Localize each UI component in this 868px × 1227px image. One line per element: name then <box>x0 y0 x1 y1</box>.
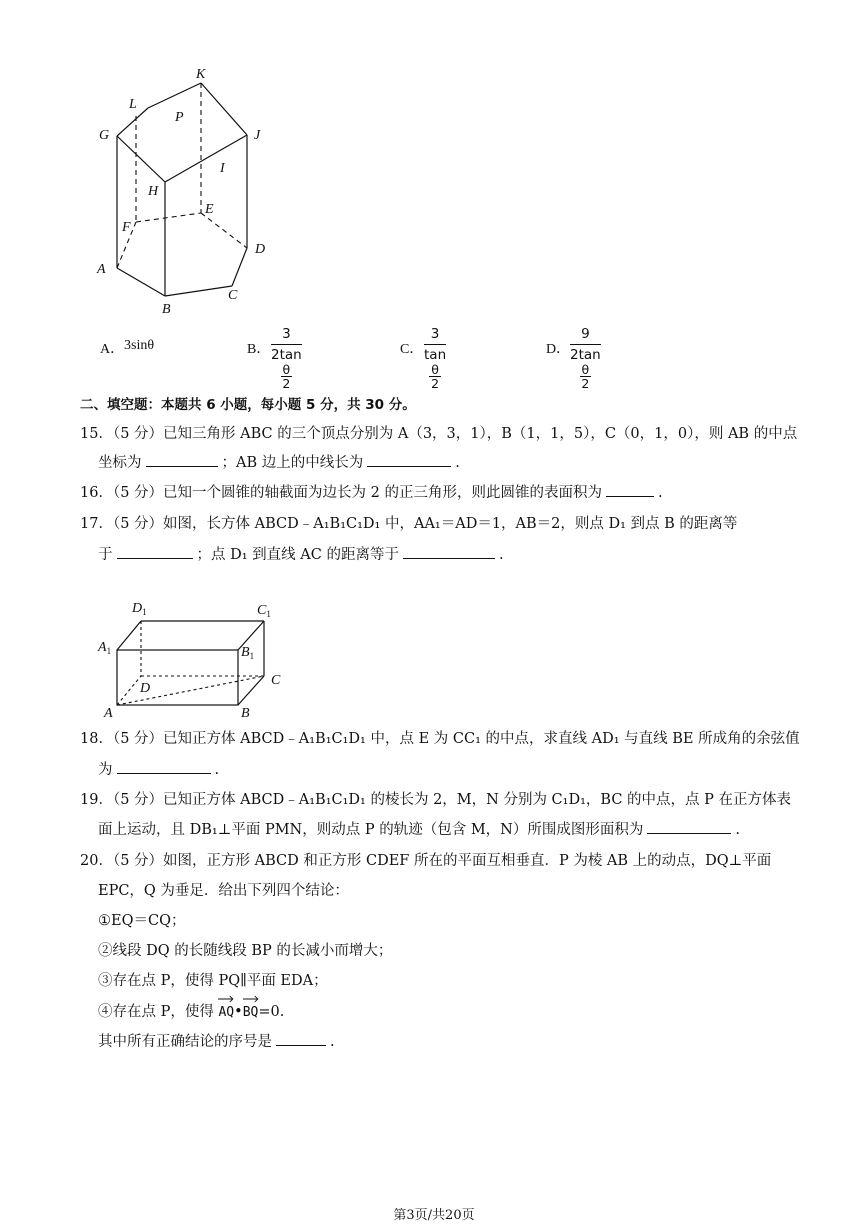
q19-line1: 19．（5 分）已知正方体 ABCD﹣A₁B₁C₁D₁ 的棱长为 2，M，N 分别为 C₁D₁，BC 的中点，点 P 在正方体表 <box>80 792 791 808</box>
label-K: K <box>196 67 206 82</box>
q19-text-b: . <box>735 822 740 838</box>
section-heading: 二、填空题：本题共 6 小题，每小题 5 分，共 30 分。 <box>80 397 416 413</box>
q20-c4-end: =0. <box>258 1004 285 1020</box>
label-C: C <box>271 673 281 688</box>
q20-line2: EPC，Q 为垂足．给出下列四个结论： <box>98 883 349 899</box>
label-B: B <box>162 302 171 317</box>
label-D: D <box>140 681 151 696</box>
label-C: C <box>228 288 238 303</box>
option-d-denominator: 2tan <box>570 347 601 363</box>
q16-blank[interactable] <box>606 482 654 497</box>
option-b-letter: B． <box>247 342 271 357</box>
option-b-two: 2 <box>282 376 291 391</box>
label-L: L <box>129 97 137 112</box>
q17-text-b: ；点 D₁ 到直线 AC 的距离等于 <box>196 547 399 563</box>
q16-end: . <box>657 485 663 501</box>
q19-text-a: 面上运动，且 DB₁⊥平面 PMN，则动点 P 的轨迹（包含 M，N）所围成图形面积为 <box>98 822 644 838</box>
option-b-theta: θ <box>282 362 291 377</box>
label-P: P <box>175 110 184 125</box>
label-A1: $A_1$ <box>98 640 112 656</box>
q20-c4-text: ④存在点 P，使得 <box>98 1004 214 1020</box>
q18-blank[interactable] <box>117 759 211 774</box>
option-d-numerator: 9 <box>570 326 601 345</box>
option-a-text: 3sinθ <box>124 338 155 353</box>
q15-text-c: . <box>455 455 460 471</box>
option-c-theta: θ <box>431 362 439 377</box>
option-c-two: 2 <box>431 376 440 391</box>
option-c-denominator: tan <box>424 347 447 363</box>
q17-blank-2[interactable] <box>403 544 495 559</box>
label-J: J <box>254 128 261 143</box>
page-number: 第3页/共20页 <box>393 1208 475 1223</box>
q17-text-a: 于 <box>98 547 113 563</box>
q19-line2 <box>98 819 740 841</box>
q20-text-a: 其中所有正确结论的序号是 <box>98 1034 272 1050</box>
option-b-numerator: 3 <box>271 326 302 345</box>
option-d-letter: D． <box>546 342 571 357</box>
q15-line1: 15．（5 分）已知三角形 ABC 的三个顶点分别为 A（3，3，1），B（1，1，5），C（0，1，0），则 AB 的中点 <box>80 426 798 442</box>
option-b-denominator: 2tan <box>271 347 302 363</box>
q18-line1: 18．（5 分）已知正方体 ABCD﹣A₁B₁C₁D₁ 中，点 E 为 CC₁ 的中点，求直线 AD₁ 与直线 BE 所成角的余弦值 <box>80 731 800 747</box>
q15-text-a: 坐标为 <box>98 455 142 471</box>
q18-line2 <box>98 759 219 781</box>
label-C1: $C_1$ <box>257 603 271 619</box>
label-A: A <box>97 262 106 277</box>
label-F: F <box>122 220 131 235</box>
q18-text-a: 为 <box>98 762 113 778</box>
q15-text-b: ；AB 边上的中线长为 <box>221 455 364 471</box>
cuboid-figure <box>0 590 868 730</box>
q20-blank[interactable] <box>276 1031 326 1046</box>
label-E: E <box>205 202 214 217</box>
label-G: G <box>99 128 110 143</box>
q20-line7 <box>98 1031 335 1053</box>
q20-conclusion-1: ①EQ＝CQ； <box>98 913 186 929</box>
q20-conclusion-2: ②线段 DQ 的长随线段 BP 的长减小而增大； <box>98 943 393 959</box>
vector-bq: BQ <box>243 1002 259 1024</box>
q15-blank-2[interactable] <box>367 452 451 467</box>
label-B: B <box>241 706 250 721</box>
vector-aq: AQ <box>218 1002 234 1024</box>
option-d-two: 2 <box>581 376 590 391</box>
q18-text-b: . <box>214 762 220 778</box>
q20-conclusion-4 <box>98 1001 284 1024</box>
q15-line2 <box>98 452 460 474</box>
dot-operator: • <box>234 1004 243 1020</box>
q17-blank-1[interactable] <box>117 544 193 559</box>
q20-line1: 20．（5 分）如图，正方形 ABCD 和正方形 CDEF 所在的平面互相垂直．P 为棱 AB 上的动点，DQ⊥平面 <box>80 853 772 869</box>
q20-text-b: . <box>330 1034 335 1050</box>
option-d-theta: θ <box>581 362 590 377</box>
q19-blank[interactable] <box>647 819 731 834</box>
q17-line1: 17．（5 分）如图，长方体 ABCD﹣A₁B₁C₁D₁ 中，AA₁＝AD＝1，AB＝2，则点 D₁ 到点 B 的距离等 <box>80 516 738 532</box>
q16-text: 16．（5 分）已知一个圆锥的轴截面为边长为 2 的正三角形，则此圆锥的表面积为 <box>80 485 602 501</box>
label-I: I <box>220 161 225 176</box>
label-D1: $D_1$ <box>132 601 147 617</box>
prism-figure <box>0 0 868 330</box>
label-A: A <box>104 706 113 721</box>
label-H: H <box>148 184 159 199</box>
option-a-letter: A． <box>100 342 125 357</box>
option-c-numerator: 3 <box>424 326 446 345</box>
q16-line <box>80 482 663 504</box>
q17-line2 <box>98 544 504 566</box>
q15-blank-1[interactable] <box>146 452 218 467</box>
q17-text-c: . <box>498 547 504 563</box>
q20-conclusion-3: ③存在点 P，使得 PQ∥平面 EDA； <box>98 973 328 989</box>
label-B1: $B_1$ <box>241 645 255 661</box>
option-c-letter: C． <box>400 342 424 357</box>
label-D: D <box>255 242 266 257</box>
